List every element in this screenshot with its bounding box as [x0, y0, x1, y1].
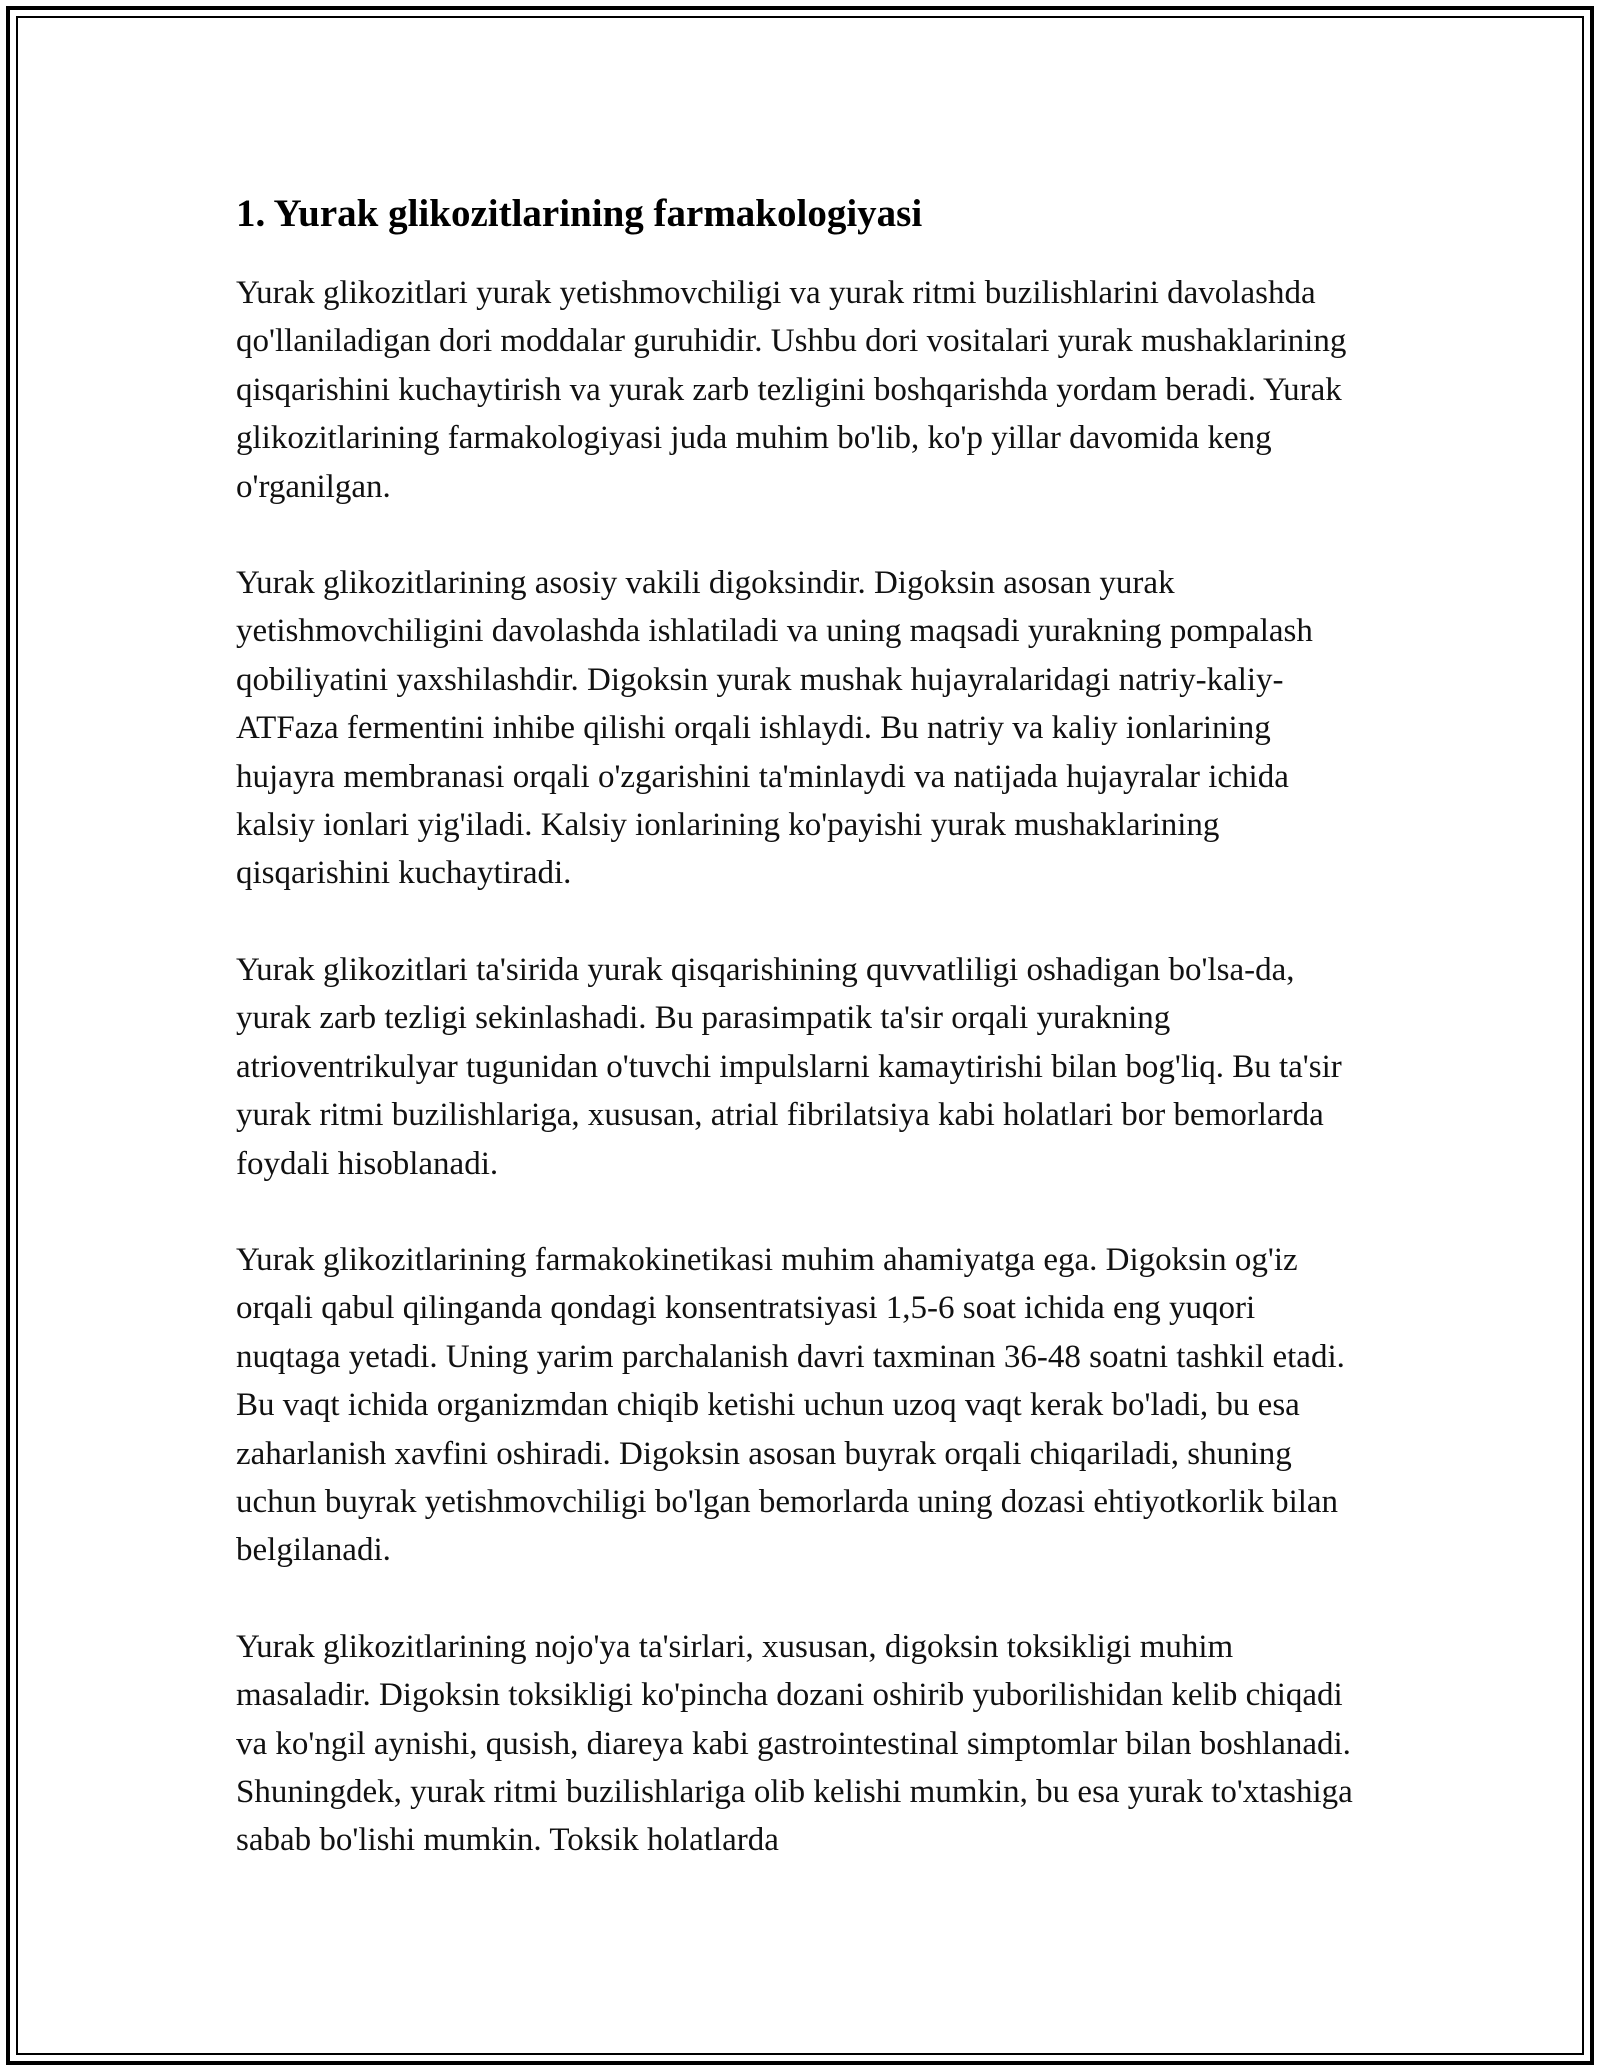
section-heading: 1. Yurak glikozitlarining farmakologiyasi [236, 192, 923, 235]
paragraph-1: Yurak glikozitlari yurak yetishmovchiligi va yurak ritmi buzilishlarini davolashda qo'llaniladigan dori moddalar guruhidir. Ushbu dori vositalari yurak mushaklarining qisqarishini kuchaytirish va yurak zarb tezligini boshqarishda yordam beradi. Yurak glikozitlarining farmakologiyasi juda muhim bo'lib, ko'p yillar davomida keng o'rganilgan. [236, 275, 1347, 505]
paragraph-3: Yurak glikozitlari ta'sirida yurak qisqarishining quvvatliligi oshadigan bo'lsa-da, yurak zarb tezligi sekinlashadi. Bu parasimpatik ta'sir orqali yurakning atrioventrikulyar tugunidan o'tuvchi impulslarni kamaytirishi bilan bog'liq. Bu ta'sir yurak ritmi buzilishlariga, xususan, atrial fibrilatsiya kabi holatlari bor bemorlarda foydali hisoblanadi. [236, 951, 1342, 1182]
paragraph-2: Yurak glikozitlarining asosiy vakili digoksindir. Digoksin asosan yurak yetishmovchiligini davolashda ishlatiladi va uning maqsadi yurakning pompalash qobiliyatini yaxshilashdir. Digoksin yurak mushak hujayralaridagi natriy-kaliy-ATFaza fermentini inhibe qilishi orqali ishlaydi. Bu natriy va kaliy ionlarining hujayra membranasi orqali o'zgarishini ta'minlaydi va natijada hujayralar ichida kalsiy ionlari yig'iladi. Kalsiy ionlarining ko'payishi yurak mushaklarining qisqarishini kuchaytiradi. [236, 565, 1313, 892]
document-body [236, 185, 1366, 1865]
paragraph-4: Yurak glikozitlarining farmakokinetikasi muhim ahamiyatga ega. Digoksin og'iz orqali qabul qilinganda qondagi konsentratsiyasi 1,5-6 soat ichida eng yuqori nuqtaga yetadi. Uning yarim parchalanish davri taxminan 36-48 soatni tashkil etadi. Bu vaqt ichida organizmdan chiqib ketishi uchun uzoq vaqt kerak bo'ladi, bu esa zaharlanish xavfini oshiradi. Digoksin asosan buyrak orqali chiqariladi, shuning uchun buyrak yetishmovchiligi bo'lgan bemorlarda uning dozasi ehtiyotkorlik bilan belgilanadi. [236, 1241, 1345, 1569]
paragraph-5: Yurak glikozitlarining nojo'ya ta'sirlari, xususan, digoksin toksikligi muhim masaladir. Digoksin toksikligi ko'pincha dozani oshirib yuborilishidan kelib chiqadi va ko'ngil aynishi, qusish, diareya kabi gastrointestinal simptomlar bilan boshlanadi. Shuningdek, yurak ritmi buzilishlariga olib kelishi mumkin, bu esa yurak to'xtashiga sabab bo'lishi mumkin. Toksik holatlarda [236, 1628, 1353, 1859]
